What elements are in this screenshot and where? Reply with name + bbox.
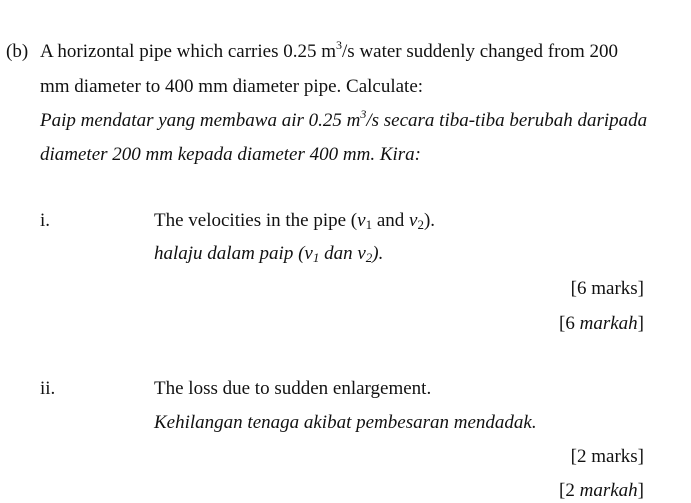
question-malay-line-2: diameter 200 mm kepada diameter 400 mm. Kira: (40, 144, 422, 165)
v1-subscript: 1 (365, 217, 373, 232)
question-label: (b) (6, 41, 29, 62)
part-ii-marks-english: [2 marks] (570, 446, 644, 467)
question-english-line-2: mm diameter to 400 mm diameter pipe. Calculate: (40, 76, 424, 97)
part-i-marks-malay-close: ] (637, 313, 644, 334)
question-malay-text-a: Paip mendatar yang membawa air 0.25 m (40, 110, 361, 131)
question-malay-text-b: /s secara tiba-tiba berubah daripada (366, 110, 648, 131)
v2-symbol: v (409, 210, 418, 231)
part-i-marks-english: [6 marks] (570, 278, 644, 299)
v1-symbol-malay: v (304, 243, 313, 264)
part-i-english (154, 211, 435, 230)
question-malay-line-1 (40, 107, 648, 131)
part-i-malay-close: ). (372, 243, 384, 264)
part-i-marks-malay-open: [6 (559, 313, 580, 334)
part-i-english-text-a: The velocities in the pipe ( (154, 210, 358, 231)
question-english-text-a: A horizontal pipe which carries 0.25 m (40, 41, 337, 62)
v1-symbol: v (357, 210, 366, 231)
part-ii-english: The loss due to sudden enlargement. (154, 378, 432, 399)
part-i-english-and: and (372, 210, 410, 231)
part-ii-malay: Kehilangan tenaga akibat pembesaran mendadak. (154, 412, 537, 433)
part-i-marks-malay-word: markah (579, 313, 638, 334)
part-i-malay-dan: dan (319, 243, 358, 264)
v1-subscript-malay: 1 (312, 250, 320, 265)
v2-subscript: 2 (417, 217, 424, 232)
part-i-malay (154, 244, 383, 263)
part-ii-marks-malay-close: ] (637, 480, 644, 501)
cubic-superscript: 3 (336, 38, 343, 52)
part-i-number: i. (40, 210, 51, 231)
part-ii-number: ii. (40, 378, 56, 399)
part-ii-marks-malay (559, 481, 644, 500)
part-i-marks-malay (559, 314, 644, 333)
question-english-text-b: /s water suddenly changed from 200 (342, 41, 618, 62)
part-i-english-close: ). (423, 210, 436, 231)
cubic-superscript-malay: 3 (360, 107, 367, 121)
v2-symbol-malay: v (357, 243, 366, 264)
part-ii-marks-malay-word: markah (579, 480, 638, 501)
part-ii-marks-malay-open: [2 (559, 480, 580, 501)
part-i-malay-text-a: halaju dalam paip ( (154, 243, 305, 264)
v2-subscript-malay: 2 (365, 250, 373, 265)
question-english-line-1 (40, 38, 618, 62)
